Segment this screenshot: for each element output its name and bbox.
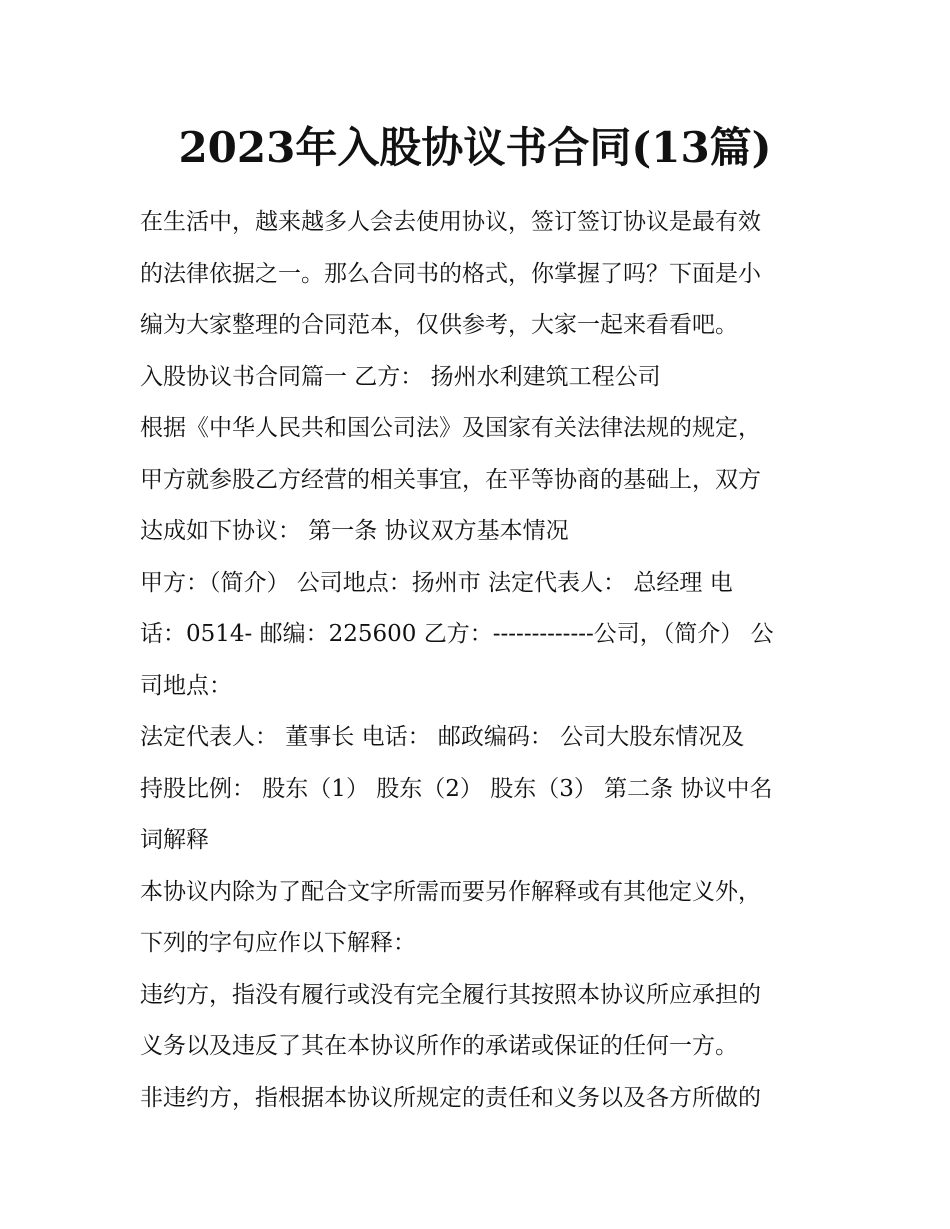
party-b-paragraph xyxy=(140,712,820,867)
text-line: 的法律依据之一。那么合同书的格式，你掌握了吗？下面是小 xyxy=(140,260,761,287)
text-line: 违约方，指没有履行或没有完全履行其按照本协议所应承担的 xyxy=(140,981,761,1008)
text-line: 甲方：（简介） 公司地点：扬州市 法定代表人： 总经理 电 xyxy=(140,569,733,596)
text-line: 下列的字句应作以下解释： xyxy=(140,930,416,956)
basis-paragraph xyxy=(140,403,820,558)
text-line: 编为大家整理的合同范本，仅供参考，大家一起来看看吧。 xyxy=(140,312,738,338)
text-line: 入股协议书合同篇一 乙方： 扬州水利建筑工程公司 xyxy=(140,363,661,390)
text-line: 本协议内除为了配合文字所需而要另作解释或有其他定义外， xyxy=(140,878,761,905)
text-line: 达成如下协议： 第一条 协议双方基本情况 xyxy=(140,518,569,544)
text-line: 非违约方，指根据本协议所规定的责任和义务以及各方所做的 xyxy=(140,1084,761,1111)
document-body xyxy=(140,197,820,1124)
text-line: 甲方就参股乙方经营的相关事宜，在平等协商的基础上，双方 xyxy=(140,466,761,493)
text-line: 持股比例： 股东（1） 股东（2） 股东（3） 第二条 协议中名 xyxy=(140,775,773,802)
definition-intro-paragraph xyxy=(140,867,820,970)
non-defaulting-party-paragraph xyxy=(140,1073,820,1125)
text-line: 义务以及违反了其在本协议所作的承诺或保证的任何一方。 xyxy=(140,1033,738,1059)
defaulting-party-paragraph xyxy=(140,970,820,1073)
document-title: 2023年入股协议书合同(13篇) xyxy=(178,123,772,172)
text-line: 司地点： xyxy=(140,672,232,699)
text-line: 词解释 xyxy=(140,827,209,853)
section-heading-paragraph xyxy=(140,352,820,404)
text-line: 在生活中，越来越多人会去使用协议，签订签订协议是最有效 xyxy=(140,209,761,235)
text-line: 话：0514- 邮编：225600 乙方：-------------公司，（简介） 公 xyxy=(140,621,774,647)
text-line: 法定代表人： 董事长 电话： 邮政编码： 公司大股东情况及 xyxy=(140,724,745,750)
text-line: 根据《中华人民共和国公司法》及国家有关法律法规的规定， xyxy=(140,415,761,441)
intro-paragraph xyxy=(140,197,820,352)
party-a-paragraph xyxy=(140,558,820,713)
